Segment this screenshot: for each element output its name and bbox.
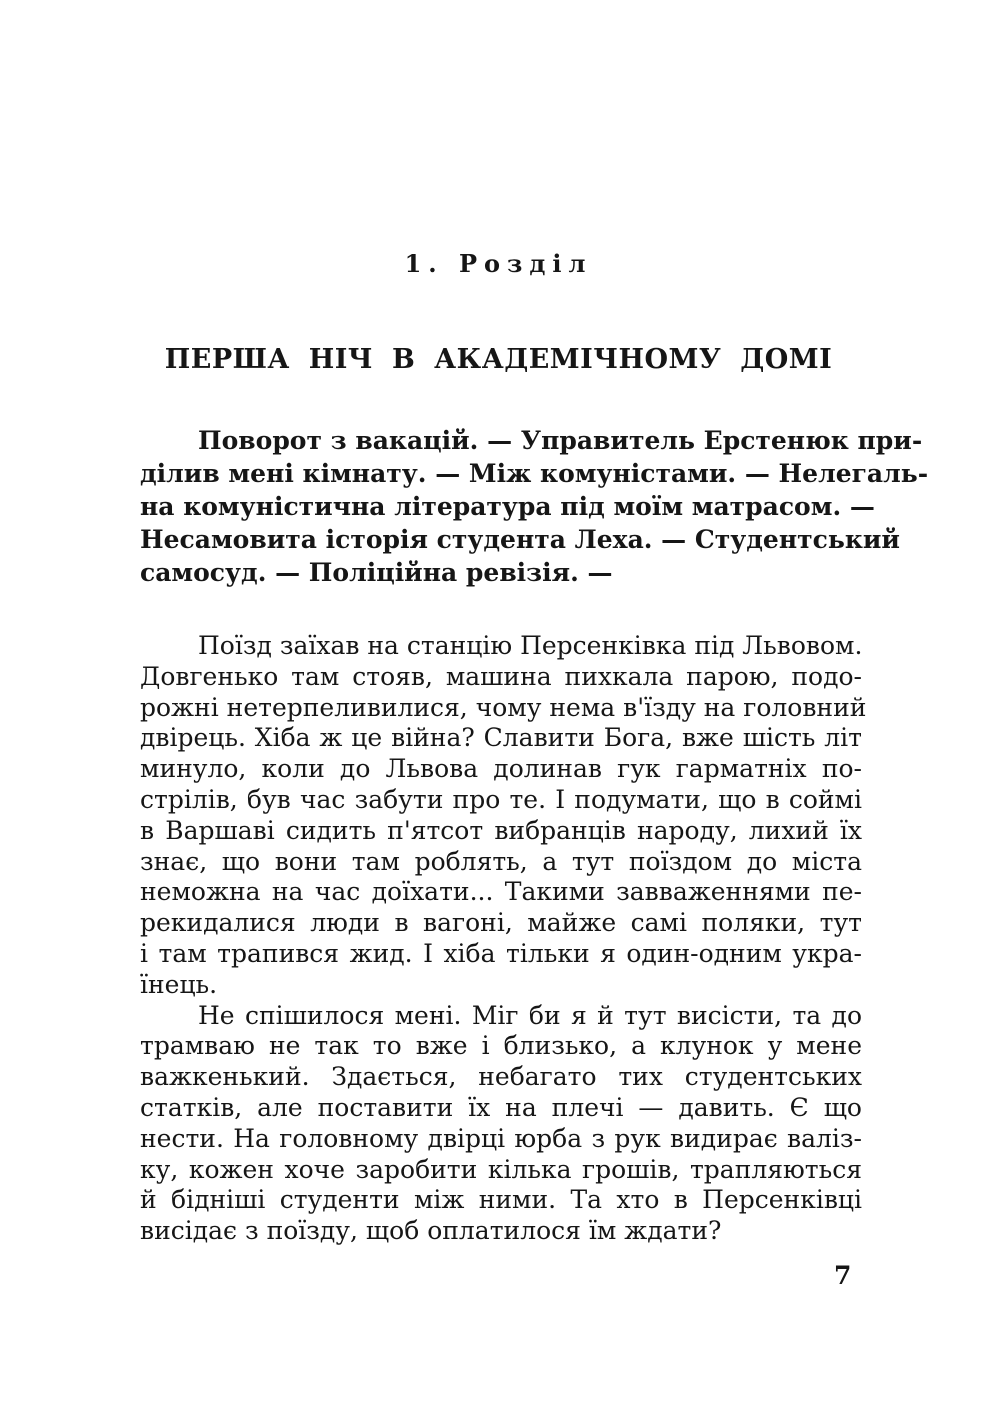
text-line: рожні нетерпеливилися, чому нема в'їзду на головний (140, 692, 867, 722)
text-line: трамваю не так то вже і близько, а клунок у мене (140, 1031, 862, 1061)
text-line: Несамовита історія студента Леха. — Студентський (140, 525, 900, 554)
text-line: самосуд. — Поліційна ревізія. — (140, 558, 613, 587)
text-line: Не спішилося мені. Міг би я й тут висісти, та до (198, 1000, 862, 1030)
text-line: рекидалися люди в вагоні, майже самі поляки, тут (140, 908, 862, 938)
text-line: й бідніші студенти між ними. Та хто в Персенківці (140, 1185, 862, 1215)
text-line: і там трапився жид. І хіба тільки я один-одним укра- (140, 938, 862, 968)
paragraph (140, 631, 867, 1001)
body-text (140, 631, 867, 1247)
text-line: двірець. Хіба ж це війна? Славити Бога, вже шість літ (140, 723, 862, 753)
chapter-title: ПЕРША НІЧ В АКАДЕМІЧНОМУ ДОМІ (164, 344, 833, 375)
text-line: статків, але поставити їх на плечі — давить. Є що (140, 1092, 862, 1122)
text-line: Поїзд заїхав на станцію Персенківка під Львовом. (198, 631, 863, 660)
page-number: 7 (834, 1261, 852, 1290)
text-line: важкенький. Здається, небагато тих студентських (140, 1062, 862, 1092)
text-line: в Варшаві сидить п'ятсот вибранців народу, лихий їх (140, 815, 862, 845)
text-line: ділив мені кімнату. — Між комуністами. — Нелегаль- (140, 459, 929, 488)
text-line: на комуністична література під моїм матрасом. — (140, 492, 875, 521)
text-line: їнець. (140, 969, 218, 999)
chapter-heading: 1. Розділ (404, 249, 593, 278)
text-line: стрілів, був час забути про те. І подумати, що в соймі (140, 784, 862, 814)
chapter-summary (140, 424, 929, 589)
text-line: знає, що вони там роблять, а тут поїздом до міста (140, 846, 862, 876)
text-line: Поворот з вакацій. — Управитель Ерстенюк при- (198, 426, 923, 455)
text-line: нести. На головному двірці юрба з рук видирає валіз- (140, 1123, 862, 1153)
text-line: висідає з поїзду, щоб оплатилося їм ждати? (140, 1216, 722, 1246)
text-line: Довгенько там стояв, машина пихкала парою, подо- (140, 661, 862, 691)
text-line: неможна на час доїхати... Такими завваженнями пе- (140, 877, 862, 907)
text-line: ку, кожен хоче заробити кілька грошів, трапляються (140, 1154, 862, 1184)
text-line: минуло, коли до Львова долинав гук гарматніх по- (140, 754, 862, 784)
paragraph (140, 1001, 862, 1247)
